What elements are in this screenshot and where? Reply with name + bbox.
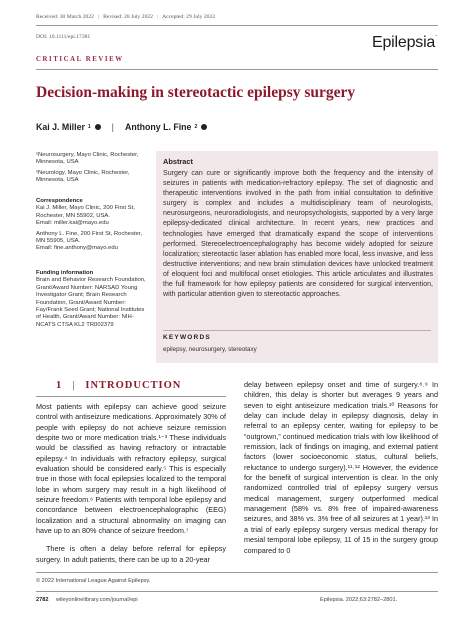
journal-citation: Epilepsia. 2022;63:2782–2801. — [320, 597, 398, 603]
section-heading — [56, 380, 181, 391]
header-rule — [36, 25, 438, 26]
section-label: CRITICAL REVIEW — [36, 56, 124, 63]
author-affiliation-sup: 1 — [87, 124, 91, 130]
orcid-icon[interactable] — [95, 124, 101, 130]
body-column-right — [244, 380, 438, 564]
author-list — [36, 122, 207, 132]
author-name[interactable]: Kai J. Miller — [36, 122, 85, 132]
correspondence-email[interactable]: Email: fine.anthony@mayo.edu — [36, 245, 118, 252]
funding-text: Brain and Behavior Research Foundation, Grant/Award Number: NARSAD Young Investigator Grant; Brain Research Foundation, Grant/Award Number: Fay/Frank Seed Grant; National Institutes of Health, Grant/Award Number: NIH-NCATS CTSA KL2 TR002379 — [36, 277, 146, 328]
heading-separator: | — [72, 380, 76, 391]
article-dates — [36, 14, 215, 20]
copyright: © 2022 International League Against Epilepsy. — [36, 578, 151, 584]
received-date: Received: 30 March 2022 — [36, 14, 94, 20]
section-rule — [36, 69, 438, 70]
paragraph: delay between epilepsy onset and time of surgery.⁸˒⁹ In children, this delay is shorter but averages 9 years and seven to eight antiseizure medication trials.¹⁰ Reasons for delay can include delay in epilepsy diagnosis, delay in referral to an epilepsy center, waiting for epilepsy to be “outgrown,” continued medication trials with low likelihood of remission, lack of findings on imaging, and external patient factors (lower socioeconomic status, cultural beliefs, reluctance to undergo surgery).¹¹˒¹² However, the evidence for the benefit of surgical intervention is clear. In the only randomized controlled trial of epilepsy surgery versus medical management, surgery outperformed medical management (58% vs. 8% free of impaired-awareness seizures, and 38% vs. 3% free of all seizures at 1 year).¹³ In a trial of early epilepsy surgery versus medical therapy for mesial temporal lobe epilepsy, 11 of 15 in the surgery group compared to 0 — [244, 380, 438, 555]
paragraph: There is often a delay before referral for epilepsy surgery. In adult patients, there can be up to a 20-year — [36, 544, 226, 564]
abstract-text: Surgery can cure or significantly improve both the frequency and the intensity of seizures in patients with medication-refractory epilepsy. The set of diagnostic and therapeutic interventions involved in the path from initial consultation to definitive surgery is complex and includes a multidisciplinary team of neurologists, neurosurgeons, neuroradiologists, and neuropsychologists, supported by a very large epilepsy-dedicated clinical architecture. In recent years, new practices and technologies have emerged that dramatically expand the scope of interventions performed. Stereoelectroencephalography has become widely adopted for seizure localization; stereotactic laser ablation has enabled more focal, less invasive, and less destructive interventions; and new brain stimulation devices have unlocked treatment of eloquent foci and multifocal onset etiologies. This article articulates and illustrates the full framework for how epilepsy patients are considered for surgical intervention, with particular attention given to stereotactic approaches. — [163, 170, 433, 299]
date-separator: | — [156, 14, 159, 20]
orcid-icon[interactable] — [201, 124, 207, 130]
footer-rule-bottom — [36, 591, 438, 592]
journal-logo — [372, 34, 437, 52]
article-title: Decision-making in stereotactic epilepsy surgery — [36, 84, 356, 101]
correspondence-line: Anthony L. Fine, 200 First St, Rochester, MN 55905, USA. — [36, 230, 143, 245]
section-number: 1 — [56, 380, 63, 391]
date-separator: | — [97, 14, 100, 20]
affiliation-2: ²Neurology, Mayo Clinic, Rochester, Minnesota, USA — [36, 170, 130, 184]
footer-rule — [36, 572, 438, 573]
funding-heading: Funding information — [36, 270, 94, 276]
body-column-left — [36, 402, 226, 573]
author-affiliation-sup: 2 — [194, 124, 198, 130]
abstract-box — [156, 151, 438, 363]
correspondence-block — [36, 198, 146, 253]
paragraph: Most patients with epilepsy can achieve good seizure control with antiseizure medications. Approximately 30% of people with epilepsy do not achieve seizure remission despite two or more medication trials.¹⁻³ These individuals would be classified as having refractory or intractable epilepsy.⁴ In individuals with refractory epilepsy, surgical evaluation should be considered early.⁵ This is especially true in those with focal epilepsies localized to the temporal lobe in whom surgery may result in a high likelihood of seizure freedom.⁶ Patients with temporal lobe epilepsy and concordance between electroencephalographic (EEG) localization and a structural abnormality on imaging can have up to an 80% chance of seizure freedom.⁷ — [36, 402, 226, 536]
keywords-heading: KEYWORDS — [163, 334, 211, 341]
funding-block — [36, 270, 146, 329]
keywords-rule — [163, 330, 431, 331]
keywords-text: epilepsy, neurosurgery, stereotaxy — [163, 346, 257, 353]
author-name[interactable]: Anthony L. Fine — [124, 122, 192, 132]
abstract-heading: Abstract — [163, 157, 193, 166]
doi[interactable]: DOI: 10.1111/epi.17381 — [36, 34, 91, 40]
section-title: INTRODUCTION — [85, 380, 182, 391]
accepted-date: Accepted: 29 July 2022 — [162, 14, 216, 20]
journal-url[interactable]: wileyonlinelibrary.com/journal/epi — [56, 597, 138, 603]
author-separator: | — [111, 122, 114, 132]
page-number: 2782 — [36, 597, 49, 603]
correspondence-email[interactable]: Email: miller.kai@mayo.edu — [36, 220, 109, 227]
journal-name: Epilepsia — [372, 34, 436, 51]
heading-rule — [36, 396, 226, 397]
revised-date: Revised: 28 July 2022 — [103, 14, 153, 20]
correspondence-line: Kai J. Miller, Mayo Clinic, 200 First St, Rochester, MN 55902, USA. — [36, 205, 135, 219]
journal-logo-mark: ´ — [435, 35, 438, 43]
affiliation-1: ¹Neurosurgery, Mayo Clinic, Rochester, Minnesota, USA — [36, 152, 139, 166]
correspondence-heading: Correspondence — [36, 198, 83, 204]
